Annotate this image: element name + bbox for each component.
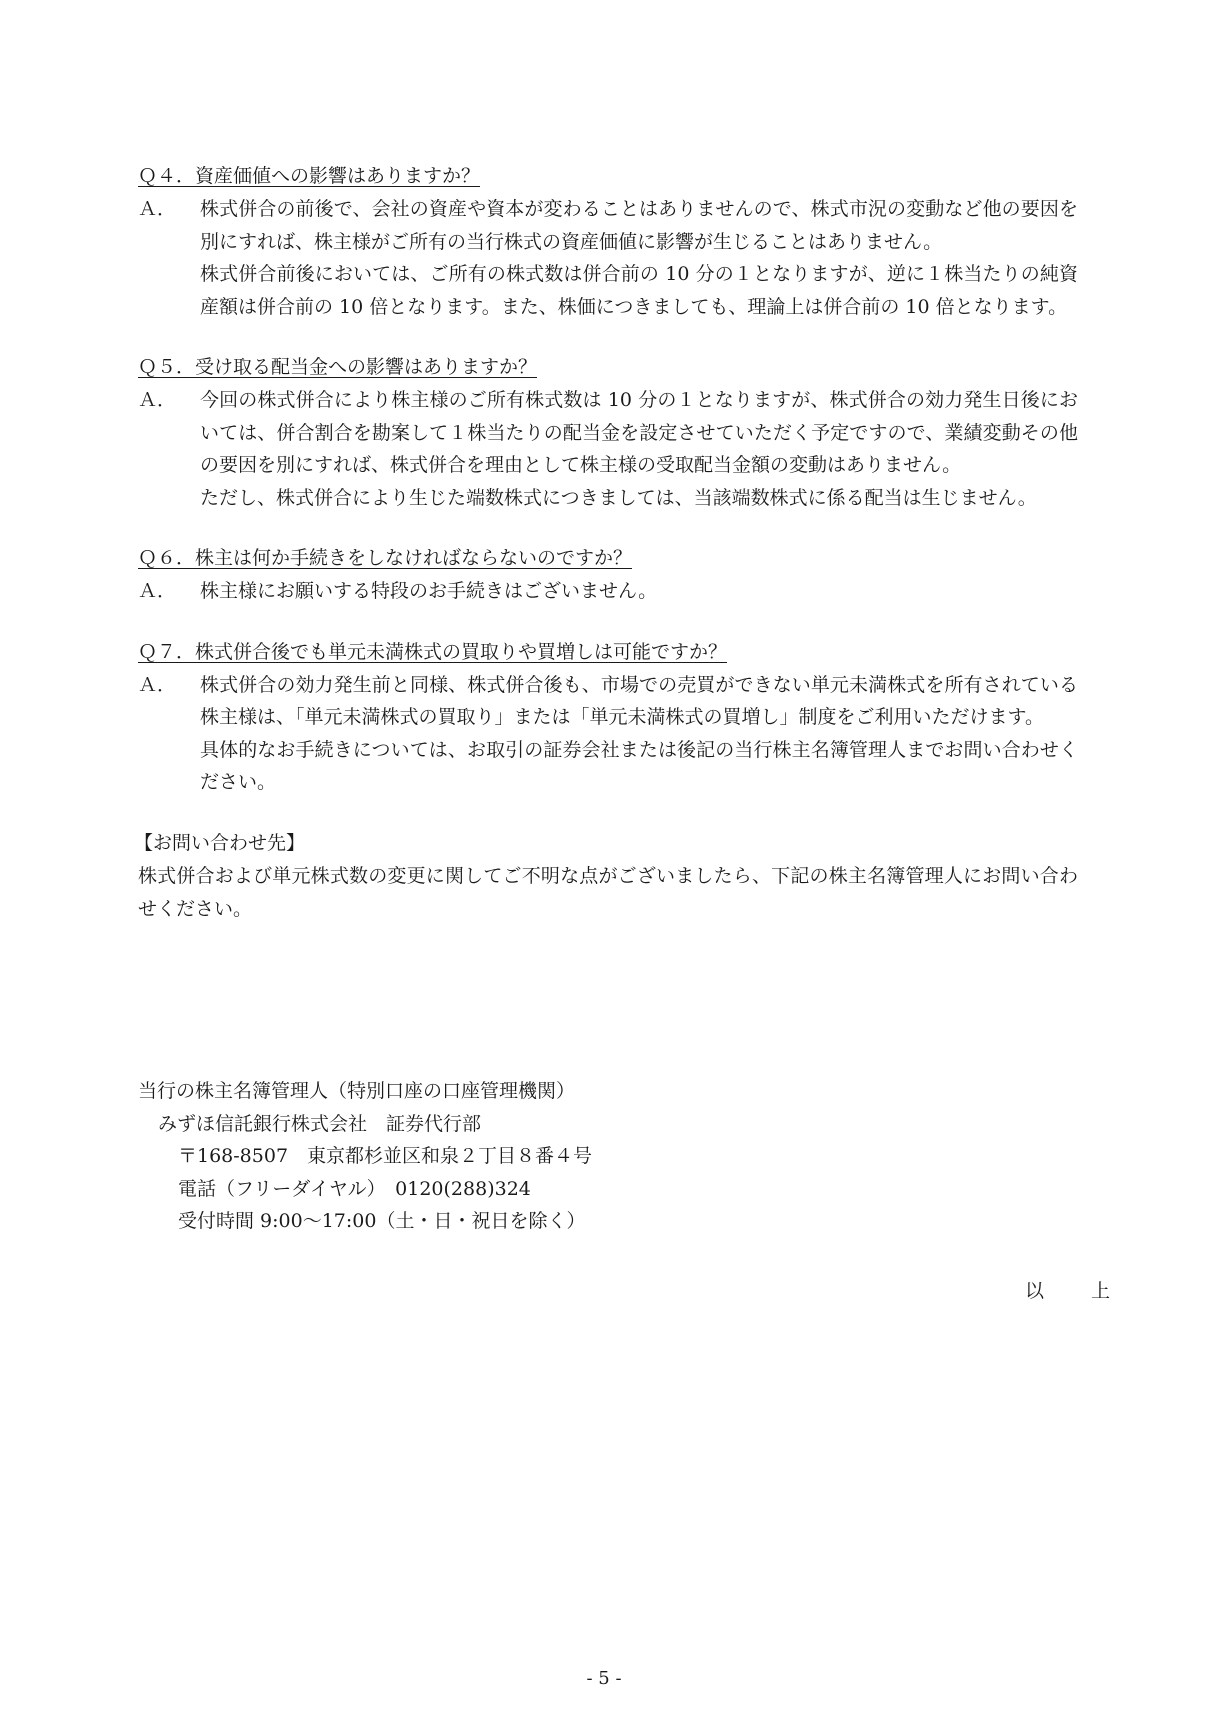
question-heading: Ｑ７．株式併合後でも単元未満株式の買取りや買増しは可能ですか？ [138, 640, 728, 663]
qa-item-q6 [138, 542, 1078, 608]
page-number: - 5 - [586, 1668, 622, 1689]
registrar-heading: 当行の株主名簿管理人（特別口座の口座管理機関） [138, 1080, 576, 1102]
registrar-address: 〒168-8507 東京都杉並区和泉２丁目８番４号 [178, 1145, 593, 1167]
registrar-phone: 電話（フリーダイヤル） 0120(288)324 [178, 1177, 531, 1200]
answer-paragraph: 具体的なお手続きについては、お取引の証券会社または後記の当行株主名簿管理人までお問い合わせください。 [200, 738, 1078, 793]
answer-marker: Ａ． [138, 389, 177, 411]
answer-paragraph: 株主様にお願いする特段のお手続きはございません。 [200, 580, 658, 602]
contact-section [134, 827, 1078, 926]
faq-section [134, 160, 1078, 926]
registrar-company: みずほ信託銀行株式会社 証券代行部 [158, 1112, 482, 1135]
answer-paragraph: ただし、株式併合により生じた端数株式につきましては、当該端数株式に係る配当は生じません。 [200, 486, 1037, 509]
question-heading: Ｑ５．受け取る配当金への影響はありますか？ [138, 356, 538, 378]
answer-paragraph: 今回の株式併合により株主様のご所有株式数は 10 分の１となりますが、株式併合の効力発生日後においては、併合割合を勘案して１株当たりの配当金を設定させていただく予定ですので、業績変動その他の要因を別にすれば、株式併合を理由として株主様の受取配当金額の変動はありません。 [200, 389, 1078, 476]
qa-item-q4 [138, 160, 1078, 323]
answer-block [138, 384, 1078, 514]
question-heading: Ｑ６．株主は何か手続きをしなければならないのですか？ [138, 547, 633, 569]
registrar-info [138, 1075, 592, 1238]
answer-paragraph: 株式併合の効力発生前と同様、株式併合後も、市場での売買ができない単元未満株式を所有されている株主様は、「単元未満株式の買取り」または「単元未満株式の買増し」制度をご利用いただけます。 [200, 673, 1078, 728]
contact-title: 【お問い合わせ先】 [134, 831, 306, 854]
answer-block [138, 669, 1078, 799]
answer-marker: Ａ． [138, 673, 177, 696]
question-heading: Ｑ４．資産価値への影響はありますか？ [138, 165, 481, 187]
qa-item-q5 [138, 351, 1078, 514]
answer-paragraph: 株式併合前後においては、ご所有の株式数は併合前の 10 分の１となりますが、逆に１株当たりの純資産額は併合前の 10 倍となります。また、株価につきましても、理論上は併合前の 10 倍となります。 [200, 263, 1078, 318]
answer-block [138, 193, 1078, 323]
contact-text: 株式併合および単元株式数の変更に関してご不明な点がございましたら、下記の株主名簿管理人にお問い合わせください。 [138, 864, 1078, 920]
answer-marker: Ａ． [138, 580, 177, 602]
answer-marker: Ａ． [138, 198, 177, 220]
answer-paragraph: 株式併合の前後で、会社の資産や資本が変わることはありませんので、株式市況の変動など他の要因を別にすれば、株主様がご所有の当行株式の資産価値に影響が生じることはありません。 [200, 198, 1078, 253]
registrar-hours: 受付時間 9:00～17:00（土・日・祝日を除く） [178, 1210, 586, 1232]
closing-mark: 以 上 [1025, 1280, 1125, 1302]
answer-block [138, 575, 1078, 608]
qa-item-q7 [138, 636, 1078, 799]
